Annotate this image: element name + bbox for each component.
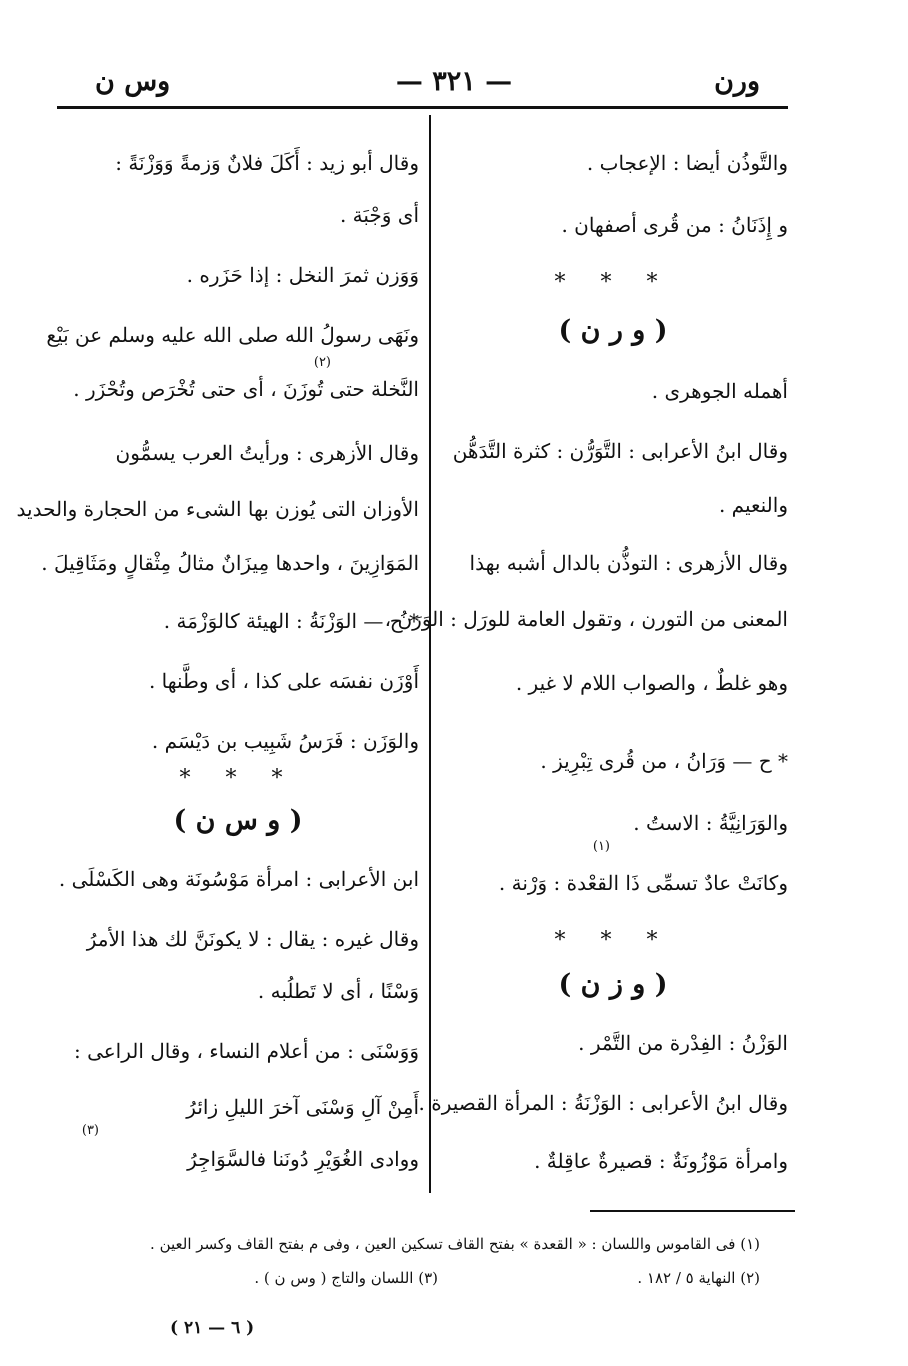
text-line: وَوَزن ثمرَ النخل : إذا حَزَره .	[186, 263, 419, 287]
footnote-2: (٢) النهاية ٥ / ١٨٢ .	[637, 1269, 760, 1287]
text-line: النَّخلة حتى تُوزَنَ ، أى حتى تُخْرَص وتُحْزَر .	[73, 377, 419, 401]
text-line: وقال أبو زيد : أَكَلَ فلانٌ وَزمةً وَوَزْنَةً :	[115, 151, 419, 175]
text-line: * ح — الوَزْنَةُ : الهيئة كالوَزْمَة .	[163, 609, 419, 633]
page-number: — ٣٢١ —	[395, 66, 513, 97]
text-line: والتَّوذُن أيضا : الإعجاب .	[586, 151, 788, 175]
text-line: المعنى من التورن ، وتقول العامة للورَل : الوَرَنُ ،	[384, 607, 788, 631]
text-line: وكانَتْ عادٌ تسمِّى ذَا القعْدة : وَرْنة .	[498, 871, 788, 895]
header-rule	[57, 106, 788, 109]
footnote-marker: (٢)	[313, 355, 331, 370]
text-line: و إِذَنَانُ : من قُرى أصفهان .	[561, 213, 788, 237]
verse-line: أَمِنْ آلِ وَسْنَى آخرَ الليلِ زائرُ	[186, 1095, 419, 1119]
printer-signature: ( ٦ — ٢١ )	[170, 1318, 255, 1338]
footnote-3: (٣) اللسان والتاج ( وس ن ) .	[254, 1269, 438, 1287]
text-line: أهمله الجوهرى .	[651, 379, 788, 403]
text-line: ابن الأعرابى : امرأة مَوْسُونَة وهى الكَسْلَى .	[58, 867, 419, 891]
section-separator: * * *	[554, 270, 672, 295]
root-heading: ( و ز ن )	[558, 969, 668, 1000]
text-line: وقال الأزهرى : ورأيتُ العرب يسمُّون	[115, 441, 419, 465]
text-line: أى وَجْبَة .	[339, 203, 419, 227]
running-head-right: ورن	[714, 66, 760, 97]
footnote-1: (١) فى القاموس واللسان : « القعدة » بفتح القاف تسكين العين ، وفى م بفتح القاف وكسر العين .	[150, 1235, 760, 1253]
root-heading: ( و س ن )	[173, 805, 303, 836]
section-separator: * * *	[179, 766, 297, 791]
text-line: والنعيم .	[718, 493, 788, 517]
footnote-marker: (١)	[592, 839, 610, 854]
text-line: الوَزْنُ : الفِدْرة من التَّمْر .	[578, 1031, 788, 1055]
text-line: والوَرَانِيَّةُ : الاستُ .	[633, 811, 788, 835]
text-line: المَوَازِينَ ، واحدها مِيزَانٌ مثالُ مِثْقالٍ ومَثَاقِيلَ .	[41, 551, 419, 575]
text-line: * ح — وَرَانُ ، من قُرى تِبْرِيز .	[540, 749, 788, 773]
running-head-left: وس ن	[95, 66, 171, 97]
footnote-marker: (٣)	[81, 1123, 99, 1138]
text-line: وقال غيره : يقال : لا يكونَنَّ لك هذا الأمرُ	[86, 927, 419, 951]
text-line: الأوزان التى يُوزن بها الشىء من الحجارة والحديد	[16, 497, 419, 521]
column-divider	[429, 115, 431, 1193]
verse-line: ووادى الغُوَيْرِ دُونَنا فالسَّوَاجِرُ	[187, 1147, 419, 1171]
text-line: وهو غلطٌ ، والصواب اللام لا غير .	[515, 671, 788, 695]
text-line: وقال ابنُ الأعرابى : التَّوَرُّن : كثرة التَّدَهُّن	[452, 439, 788, 463]
text-line: وقال ابنُ الأعرابى : الوَزْنَةُ : المرأة القصيرة .	[418, 1091, 788, 1115]
text-line: وامرأة مَوْزُونَةٌ : قصيرةٌ عاقِلةٌ .	[534, 1149, 788, 1173]
text-line: وقال الأزهرى : التوذُّن بالدال أشبه بهذا	[469, 551, 788, 575]
section-separator: * * *	[554, 928, 672, 953]
text-line: وَوَسْنَى : من أعلام النساء ، وقال الراعى :	[73, 1039, 419, 1063]
text-line: والوَزَن : فَرَسُ شَبِيب بن دَيْسَم .	[151, 729, 419, 753]
root-heading: ( و ر ن )	[558, 315, 668, 346]
text-line: أَوْزَن نفسَه على كذا ، أى وطَّنها .	[148, 669, 419, 693]
text-line: ونَهَى رسولُ الله صلى الله عليه وسلم عن بَيْع	[46, 323, 419, 347]
text-line: وَسْنًا ، أى لا تَطلُبه .	[257, 979, 419, 1003]
footnote-rule	[590, 1210, 795, 1212]
